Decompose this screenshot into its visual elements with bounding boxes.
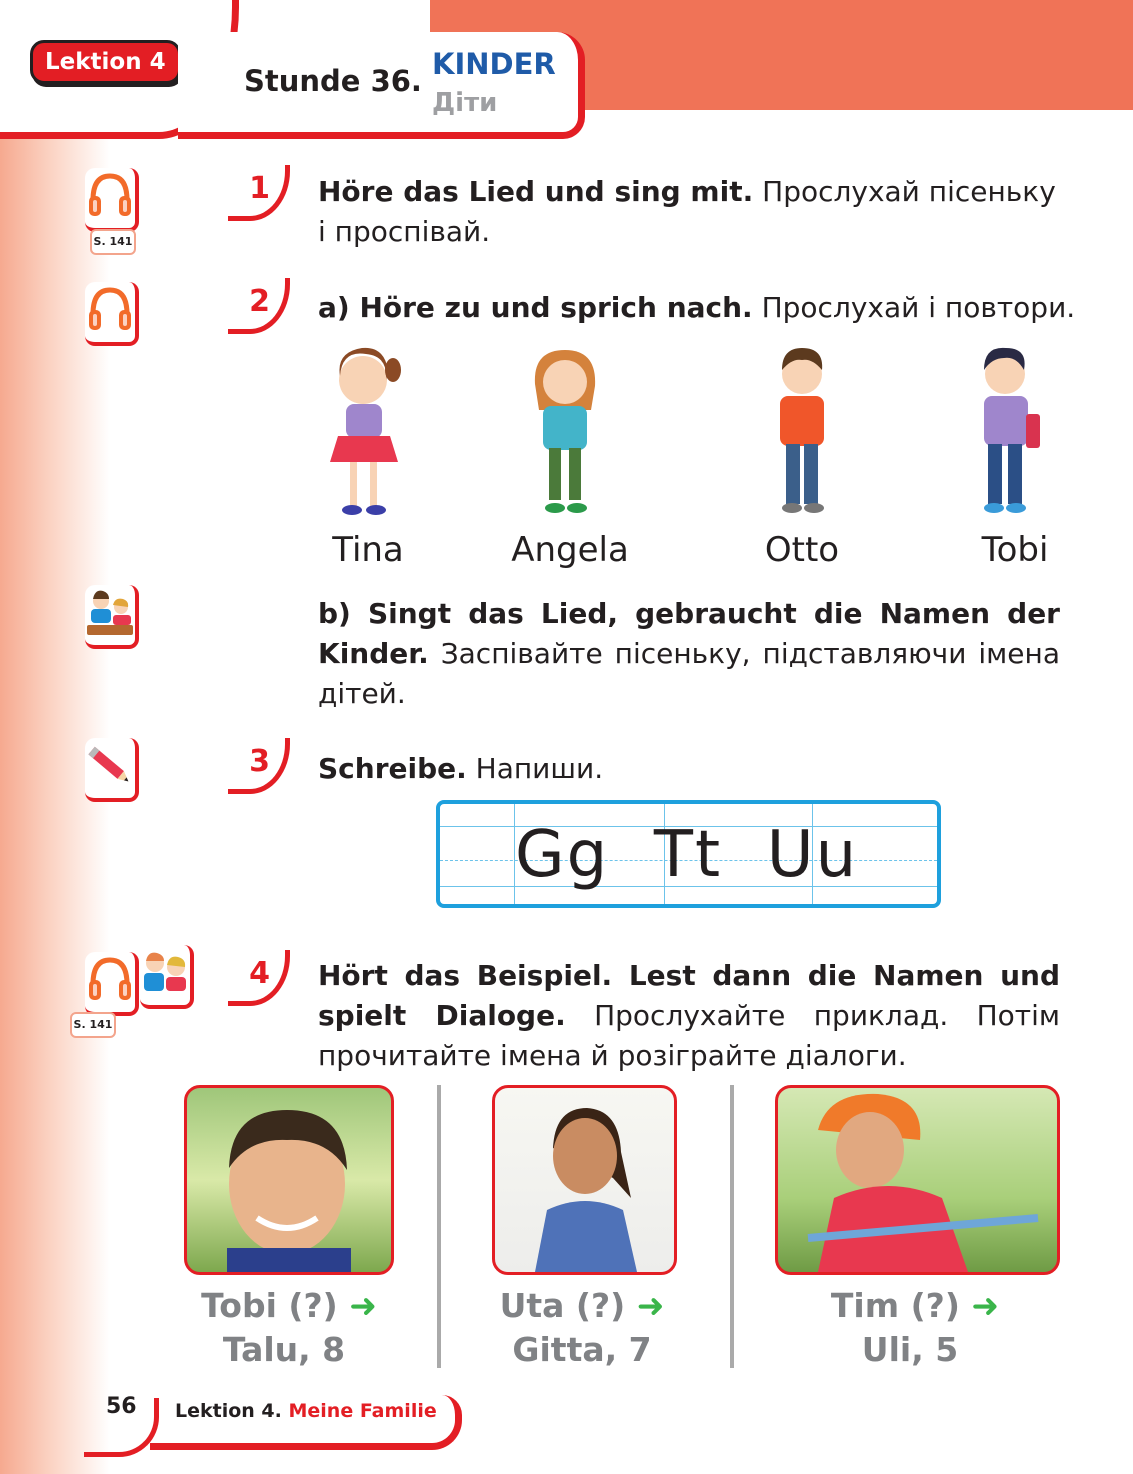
task-number-label: 2 xyxy=(249,284,270,319)
kid-name-label: Otto xyxy=(764,530,840,570)
dialog-question-text: Uta (?) xyxy=(499,1286,626,1325)
page-subtitle: Діти xyxy=(432,88,498,118)
girl-angela-illustration xyxy=(515,340,615,520)
speaking-kids-icon-svg xyxy=(140,945,190,1001)
task-3-ua: Напиши. xyxy=(466,752,604,785)
task-1-ua: Прослухай пісеньку і проспівай. xyxy=(318,175,1056,248)
page-title: KINDER xyxy=(432,47,556,81)
task-4-de: Hört das Beispiel. Lest dann die Namen und spielt Dialoge. xyxy=(318,959,1060,1032)
kid-name-label: Tobi xyxy=(981,530,1049,570)
task-number-label: 1 xyxy=(249,171,270,206)
arrow-right-icon: ➜ xyxy=(971,1286,1000,1325)
task-1-instruction xyxy=(318,172,1060,252)
task-number-label: 3 xyxy=(249,744,270,779)
pencil-icon xyxy=(85,738,139,802)
children-icon xyxy=(85,585,139,649)
headphones-icon-svg xyxy=(85,952,135,1008)
task-4-instruction xyxy=(318,956,1060,1076)
task-3-instruction xyxy=(318,749,1018,789)
pencil-icon-svg xyxy=(85,738,135,794)
photo-girl-art xyxy=(495,1088,674,1272)
dialog-question-3 xyxy=(810,1286,1020,1325)
headphones-icon xyxy=(85,168,139,232)
task-number-label: 4 xyxy=(249,956,270,991)
photo-boy-1 xyxy=(184,1085,394,1275)
footer-title xyxy=(175,1400,437,1422)
dialog-question-text: Tim (?) xyxy=(830,1286,960,1325)
photo-boy-bike xyxy=(775,1085,1060,1275)
dialog-question-text: Tobi (?) xyxy=(201,1286,338,1325)
task-2a-ua: Прослухай і повтори. xyxy=(752,291,1076,324)
column-divider xyxy=(730,1085,734,1368)
photo-girl xyxy=(492,1085,677,1275)
dialog-question-2 xyxy=(482,1286,682,1325)
headphones-icon-svg xyxy=(85,282,135,338)
arrow-right-icon: ➜ xyxy=(349,1286,377,1325)
photo-boy-bike-art xyxy=(778,1088,1057,1272)
task-2b-instruction xyxy=(318,594,1060,714)
dialog-answer-2: Gitta, 7 xyxy=(512,1330,652,1369)
handwriting-letters: Gg Tt Uu xyxy=(515,818,859,892)
boy-otto-illustration xyxy=(752,340,852,520)
task-2a-de: a) Höre zu und sprich nach. xyxy=(318,291,753,324)
task-3-de: Schreibe. xyxy=(318,752,467,785)
girl-tina-illustration xyxy=(318,340,418,520)
speaking-kids-icon xyxy=(140,945,194,1009)
page-number: 56 xyxy=(106,1394,137,1419)
dialog-answer-3: Uli, 5 xyxy=(861,1330,959,1369)
task-number-4 xyxy=(228,950,290,1006)
stunde-label: Stunde 36. xyxy=(244,64,422,98)
task-number-2 xyxy=(228,278,290,334)
task-2a-instruction xyxy=(318,288,1078,328)
kid-name-label: Angela xyxy=(511,530,629,570)
kid-name-label: Tina xyxy=(332,530,404,570)
children-icon-svg xyxy=(85,585,135,641)
task-number-1 xyxy=(228,165,290,221)
page-ref-badge: S. 141 xyxy=(70,1012,116,1038)
headphones-icon-svg xyxy=(85,168,135,224)
task-2b-ua: Заспівайте пісеньку, підставляючи імена дітей. xyxy=(318,637,1060,710)
column-divider xyxy=(437,1085,441,1368)
footer-lektion: Lektion 4. xyxy=(175,1400,282,1422)
headphones-icon xyxy=(85,952,139,1016)
footer-chapter: Meine Familie xyxy=(288,1400,437,1422)
boy-tobi-illustration xyxy=(960,340,1060,520)
task-4-ua: Прослухайте приклад. Потім прочитайте імена й розіграйте діалоги. xyxy=(318,999,1061,1072)
page-ref-badge: S. 141 xyxy=(90,229,136,255)
lektion-badge: Lektion 4 xyxy=(30,40,181,84)
task-number-3 xyxy=(228,738,290,794)
headphones-icon xyxy=(85,282,139,346)
arrow-right-icon: ➜ xyxy=(636,1286,665,1325)
dialog-answer-1: Talu, 8 xyxy=(222,1330,346,1369)
task-2b-de: b) Singt das Lied, gebraucht die Namen der Kinder. xyxy=(318,597,1060,670)
task-1-de: Höre das Lied und sing mit. xyxy=(318,175,754,208)
photo-boy-1-art xyxy=(187,1088,391,1272)
dialog-question-1 xyxy=(184,1286,394,1325)
